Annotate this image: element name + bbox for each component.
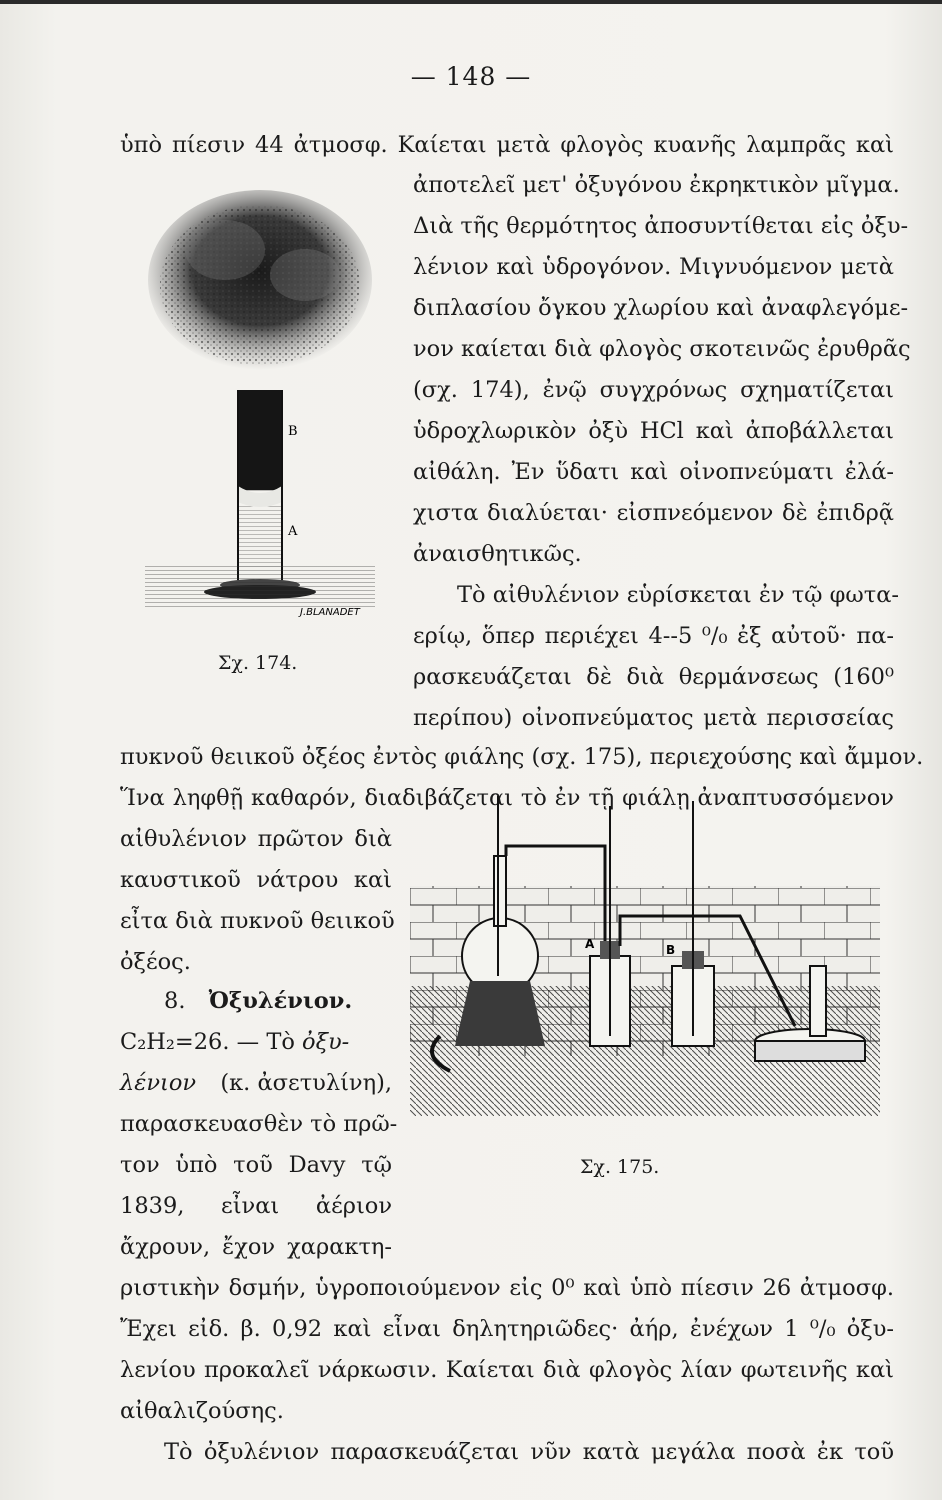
text-line: περίπου) οἰνοπνεύματος μετὰ περισσείας xyxy=(413,705,894,731)
text-line: Διὰ τῆς θερμότητος ἀποσυντίθεται εἰς ὀξυ- xyxy=(413,213,909,239)
text-line: Ἵνα ληφθῇ καθαρόν, διαδιβάζεται τὸ ἐν τῇ φιάλῃ ἀναπτυσσόμενον xyxy=(120,785,894,811)
text-line: ριστικὴν δσμήν, ὑγροποιούμενον εἰς 0⁰ καὶ ὑπὸ πίεσιν 26 ἀτμοσφ. xyxy=(120,1275,894,1301)
text-line: ερίῳ, ὅπερ περιέχει 4--5 ⁰/₀ ἐξ αὐτοῦ· πα- xyxy=(413,623,894,649)
section-number: 8. xyxy=(164,988,186,1014)
apparatus-illustration xyxy=(410,786,880,1126)
text-line: ὑδροχλωρικὸν ὀξὺ HCl καὶ ἀποβάλλεται xyxy=(413,418,894,444)
text-line: διπλασίου ὄγκου χλωρίου καὶ ἀναφλεγόμε- xyxy=(413,295,909,321)
text-line: καυστικοῦ νάτρου καὶ xyxy=(120,867,392,893)
text-line: αἰθυλένιον πρῶτον διὰ xyxy=(120,826,392,852)
text-line: τον ὑπὸ τοῦ Davy τῷ xyxy=(120,1152,392,1178)
text-line: Ἔχει εἰδ. β. 0,92 καὶ εἶναι δηλητηριῶδες· ἀήρ, ἐνέχων 1 ⁰/₀ ὀξυ- xyxy=(120,1316,894,1342)
text-line: παρασκευασθὲν τὸ πρῶ- xyxy=(120,1111,398,1137)
text-line: ρασκευάζεται δὲ διὰ θερμάνσεως (160⁰ xyxy=(413,664,894,690)
fig174-label-a: A xyxy=(288,524,298,539)
text-line: αἰθαλιζούσης. xyxy=(120,1398,284,1424)
smoke-cylinder-illustration xyxy=(140,190,390,630)
formula: C₂H₂=26. — Τὸ xyxy=(120,1029,295,1055)
text-line: Τὸ ὀξυλένιον παρασκευάζεται νῦν κατὰ μεγάλα ποσὰ ἐκ τοῦ xyxy=(164,1439,894,1465)
scan-edge xyxy=(0,0,942,4)
text-line: χιστα διαλύεται· εἰσπνεόμενον δὲ ἐπιδρᾷ xyxy=(413,500,894,526)
text-line xyxy=(120,1068,392,1098)
text-line: ὑπὸ πίεσιν 44 ἀτμοσφ. Καίεται μετὰ φλογὸς κυανῆς λαμπρᾶς καὶ xyxy=(120,132,894,158)
text-line: (σχ. 174), ἐνῷ συγχρόνως σχηματίζεται xyxy=(413,377,894,403)
text-line: ἀποτελεῖ μετ' ὀξυγόνου ἐκρηκτικὸν μῖγμα. xyxy=(413,172,900,198)
engraver-signature: J.BLANADET xyxy=(300,607,360,618)
section-heading xyxy=(164,986,352,1016)
fig174-label-b: B xyxy=(288,424,298,439)
text-line: ἀναισθητικῶς. xyxy=(413,541,582,567)
text-line: λενίου προκαλεῖ νάρκωσιν. Καίεται διὰ φλογὸς λίαν φωτεινῆς καὶ xyxy=(120,1357,894,1383)
formula-line xyxy=(120,1027,349,1057)
section-title: Ὀξυλένιον. xyxy=(208,988,353,1014)
italic-word: λένιον xyxy=(120,1070,197,1096)
page-number: — 148 — xyxy=(410,62,532,91)
figure-175 xyxy=(410,786,880,1126)
text-line: νον καίεται διὰ φλογὸς σκοτεινῶς ἐρυθρᾶς xyxy=(413,336,911,362)
text-line: Τὸ αἰθυλένιον εὑρίσκεται ἐν τῷ φωτα- xyxy=(457,582,900,608)
text-line: ὀξέος. xyxy=(120,949,191,975)
text-line: εἶτα διὰ πυκνοῦ θειικοῦ xyxy=(120,908,395,934)
figure-174 xyxy=(140,190,390,630)
text-fragment: (κ. ἀσετυλίνη), xyxy=(220,1070,392,1096)
text-line: αἰθάλη. Ἐν ὕδατι καὶ οἰνοπνεύματι ἐλά- xyxy=(413,459,894,485)
text-line: ἄχρουν, ἔχον χαρακτη- xyxy=(120,1234,392,1260)
figure-caption: Σχ. 174. xyxy=(218,652,298,674)
fig175-label-a: A xyxy=(585,937,595,951)
figure-caption: Σχ. 175. xyxy=(580,1156,660,1178)
fig175-label-b: B xyxy=(666,943,676,957)
formula-italic: ὀξυ- xyxy=(302,1029,350,1055)
text-line: λένιον καὶ ὑδρογόνον. Μιγνυόμενον μετὰ xyxy=(413,254,894,280)
text-line: 1839, εἶναι ἀέριον xyxy=(120,1193,392,1219)
text-line: πυκνοῦ θειικοῦ ὀξέος ἐντὸς φιάλης (σχ. 175), περιεχούσης καὶ ἄμμον. xyxy=(120,744,924,770)
